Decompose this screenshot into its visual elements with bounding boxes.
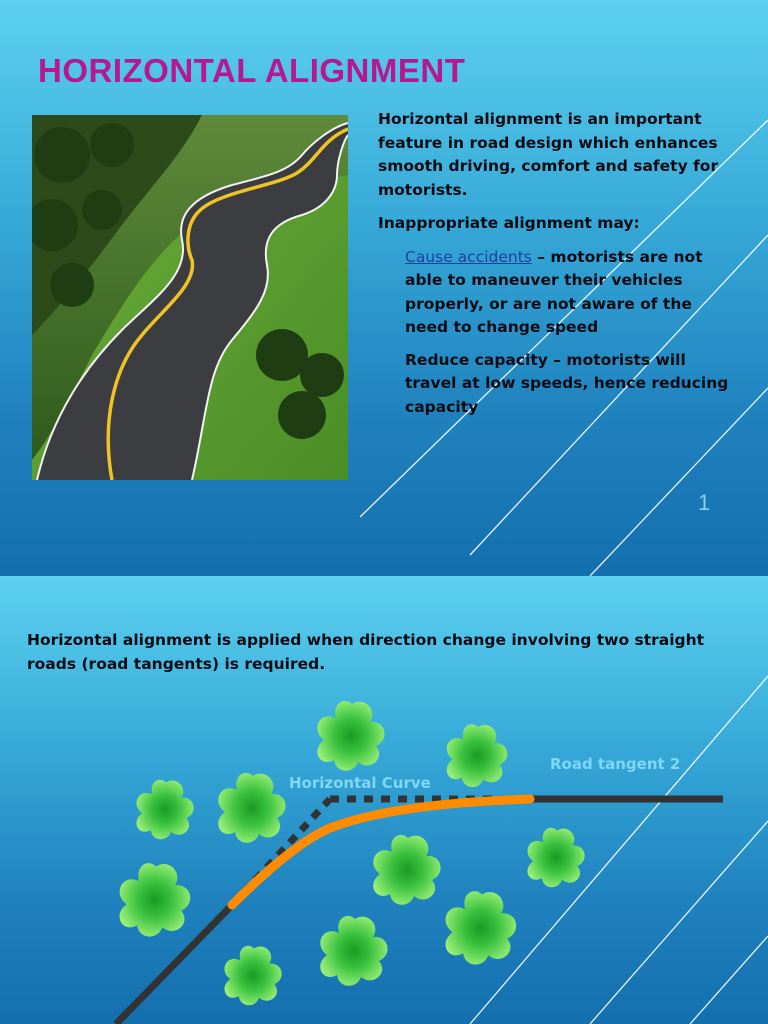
list-item (405, 246, 740, 340)
intro-paragraph: Horizontal alignment is an important feature in road design which enhances smooth driving, comfort and safety for motorists. (378, 110, 719, 199)
horizontal-curve-label: Horizontal Curve (289, 774, 431, 792)
tree-icon (527, 828, 584, 887)
road-tangent-2-label: Road tangent 2 (550, 755, 681, 773)
tree-icon (320, 916, 387, 986)
tree-icon (447, 724, 508, 787)
tree-icon (373, 835, 440, 905)
slide-body (378, 108, 740, 428)
slide-title: HORIZONTAL ALIGNMENT (38, 52, 466, 89)
tree-icon (136, 780, 193, 839)
intro-text: Horizontal alignment is applied when direction change involving two straight roads (road tangents) is required. (27, 631, 705, 673)
tree-icon (317, 701, 384, 771)
slide-2 (0, 576, 768, 1024)
bullet-list (378, 246, 740, 420)
tree-icon (224, 946, 281, 1005)
bullet-text: Reduce capacity – motorists will travel at low speeds, hence reducing capacity (405, 350, 729, 416)
winding-road-photo (32, 115, 348, 480)
list-item (405, 349, 740, 420)
horizontal-curve-diagram (0, 576, 768, 1024)
tree-icon (446, 891, 517, 964)
page-number: 1 (698, 490, 711, 515)
subheading: Inappropriate alignment may: (378, 214, 640, 232)
bullet-text: – motorists are not able to maneuver their vehicles properly, or are not aware of the need to change speed (405, 247, 703, 336)
tree-icon (218, 773, 285, 843)
cause-accidents-link[interactable]: Cause accidents (405, 247, 532, 266)
tree-icon (120, 863, 191, 936)
